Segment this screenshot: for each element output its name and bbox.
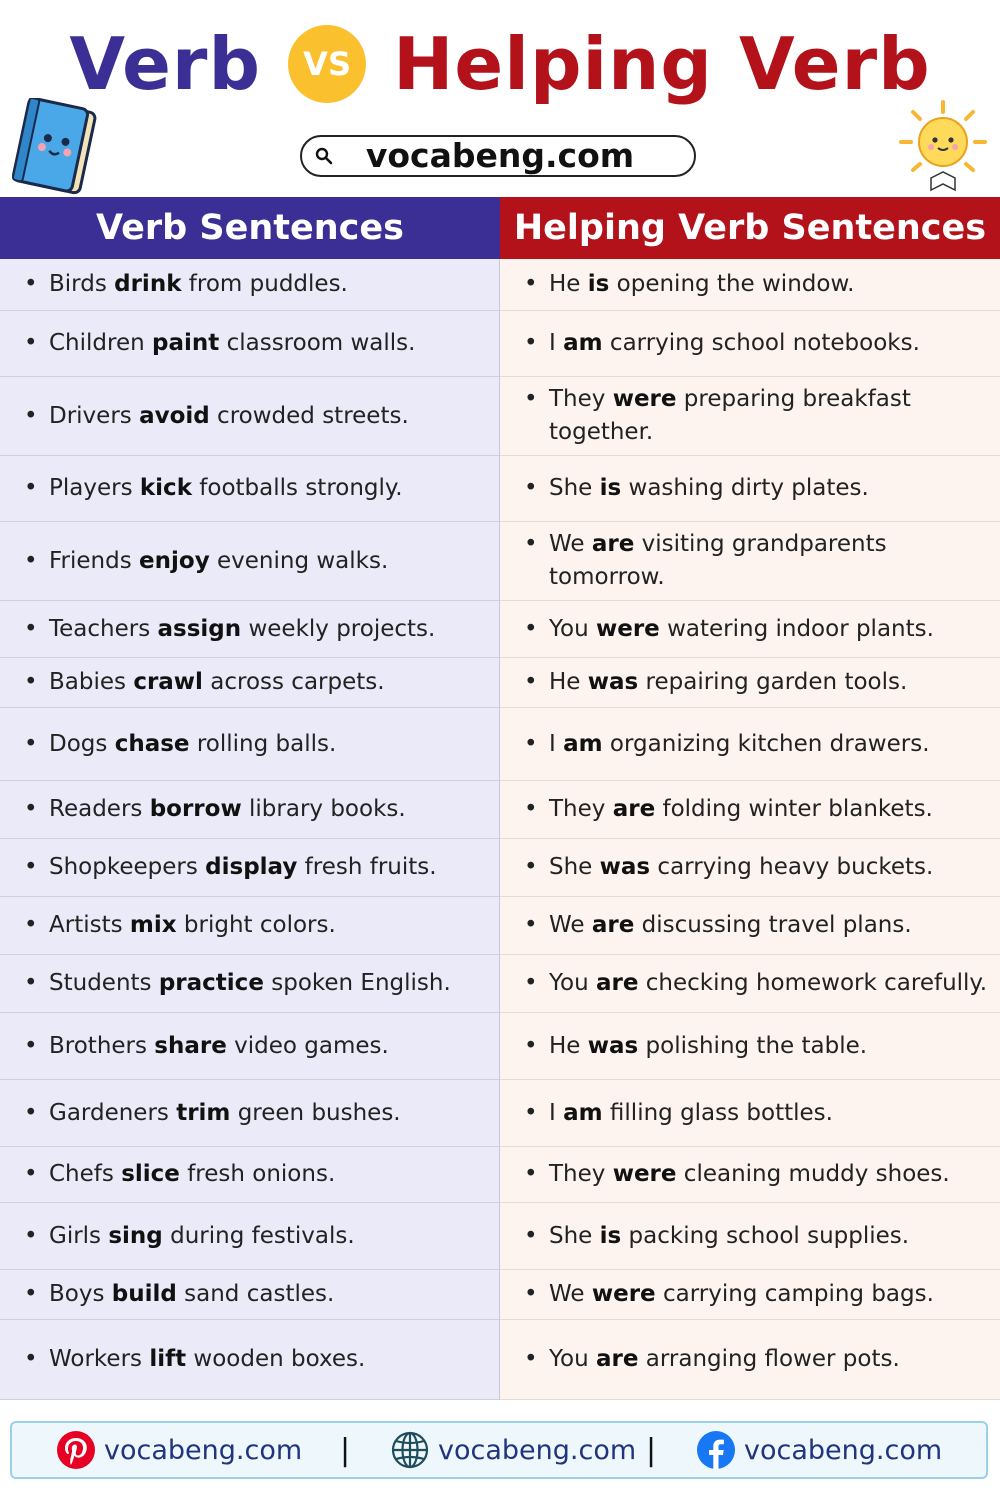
bullet-dot: • — [24, 1161, 38, 1187]
sentence-subject: Chefs — [49, 1161, 122, 1187]
sentence-text — [49, 851, 437, 884]
helping-verb: was — [587, 669, 639, 695]
sentence-subject: She — [549, 854, 600, 880]
sentence-subject: You — [549, 1346, 596, 1372]
sentence-rest: video games. — [226, 1032, 389, 1059]
bullet-dot: • — [524, 669, 538, 695]
sentence-text — [49, 268, 348, 301]
table-header — [0, 197, 1000, 259]
sentence-text — [549, 1278, 934, 1311]
sentence-subject: She — [549, 475, 600, 501]
helping-verb-sentence-cell — [500, 897, 1000, 955]
sentence-subject: Gardeners — [49, 1099, 177, 1126]
bullet-item — [24, 545, 388, 578]
sentence-subject: We — [549, 1281, 592, 1307]
bullet-item — [524, 666, 907, 699]
sentence-rest: polishing the table. — [638, 1032, 868, 1059]
helping-verb-sentence-cell — [500, 658, 1000, 708]
bullet-item — [524, 1158, 950, 1191]
sentence-rest: carrying heavy buckets. — [650, 854, 934, 880]
sentence-rest: evening walks. — [209, 547, 389, 574]
helping-verb: are — [595, 970, 639, 996]
sentence-subject: They — [549, 796, 613, 822]
table-row — [0, 311, 1000, 377]
sentence-rest: washing dirty plates. — [621, 475, 869, 501]
bullet-dot: • — [524, 1346, 538, 1372]
sentence-text — [549, 383, 988, 449]
bullet-item — [524, 1343, 900, 1376]
helping-verb: were — [591, 1281, 656, 1307]
sentence-text — [49, 793, 406, 826]
footer-social-bar — [10, 1421, 988, 1479]
bullet-dot: • — [24, 796, 38, 822]
sentence-subject: Players — [49, 475, 140, 501]
page-header — [0, 0, 1000, 196]
bullet-item — [24, 1097, 401, 1130]
sentence-text — [549, 1030, 867, 1063]
facebook-label: vocabeng.com — [744, 1434, 943, 1466]
pinterest-label: vocabeng.com — [104, 1434, 303, 1466]
sentence-subject: I — [549, 730, 564, 757]
bullet-dot: • — [524, 1032, 538, 1059]
sentence-rest: from puddles. — [181, 271, 348, 297]
sentence-text — [49, 1343, 365, 1376]
helping-verb: were — [595, 615, 660, 642]
helping-verb: are — [612, 796, 656, 822]
bullet-dot: • — [524, 1222, 538, 1249]
sentence-text — [49, 1097, 401, 1130]
bullet-item — [24, 1220, 355, 1253]
bullet-item — [524, 327, 920, 360]
sentence-subject: We — [549, 912, 592, 938]
sentence-subject: You — [549, 615, 596, 642]
bullet-item — [24, 327, 415, 360]
sentence-text — [549, 967, 987, 1000]
globe-icon — [390, 1430, 430, 1470]
sentence-rest: discussing travel plans. — [634, 912, 912, 938]
sentence-text — [549, 666, 907, 699]
sentence-rest: packing school supplies. — [621, 1222, 910, 1249]
bullet-dot: • — [24, 854, 38, 880]
helping-verb-sentence-cell — [500, 781, 1000, 839]
table-row — [0, 259, 1000, 311]
bullet-item — [24, 1030, 389, 1063]
sentence-subject: We — [549, 531, 592, 557]
sentence-rest: carrying camping bags. — [655, 1281, 934, 1307]
helping-verb-sentence-cell — [500, 1013, 1000, 1080]
table-row — [0, 1203, 1000, 1270]
bullet-item — [24, 613, 435, 646]
sentence-rest: organizing kitchen drawers. — [602, 730, 930, 757]
bullet-item — [524, 793, 933, 826]
table-row — [0, 955, 1000, 1013]
bullet-dot: • — [24, 1222, 38, 1249]
sentence-text — [49, 1278, 334, 1311]
sentence-rest: spoken English. — [263, 970, 451, 996]
sentence-subject: Friends — [49, 547, 140, 574]
bullet-dot: • — [524, 1099, 538, 1126]
footer-separator: | — [340, 1433, 351, 1468]
sentence-subject: Readers — [49, 796, 150, 822]
helping-verb-sentence-cell — [500, 456, 1000, 522]
bullet-item — [24, 793, 406, 826]
main-verb: paint — [152, 330, 220, 356]
bullet-dot: • — [24, 330, 38, 356]
verb-sentence-cell — [0, 708, 500, 781]
sentence-subject: Dogs — [49, 730, 115, 757]
title-verb: Verb — [69, 22, 261, 106]
sentence-text — [49, 1030, 389, 1063]
table-row — [0, 377, 1000, 456]
sentence-subject: Birds — [49, 271, 115, 297]
sentence-text — [549, 793, 933, 826]
main-verb: slice — [121, 1161, 180, 1187]
bullet-dot: • — [24, 615, 38, 642]
sentence-text — [49, 1158, 335, 1191]
helping-verb-sentence-cell — [500, 311, 1000, 377]
helping-verb: was — [599, 854, 651, 880]
sentence-text — [49, 472, 403, 505]
bullet-item — [24, 728, 336, 761]
bullet-item — [524, 528, 988, 594]
main-verb: avoid — [139, 402, 210, 429]
sentence-subject: You — [549, 970, 596, 996]
sentence-rest: library books. — [241, 796, 406, 822]
book-mascot-icon — [6, 98, 106, 198]
helping-verb-sentence-cell — [500, 1203, 1000, 1270]
verb-sentence-cell — [0, 259, 500, 311]
helping-verb: is — [599, 475, 622, 501]
sentence-text — [549, 728, 930, 761]
bullet-dot: • — [24, 669, 38, 695]
bullet-dot: • — [24, 271, 38, 297]
bullet-item — [524, 1220, 909, 1253]
helping-verb-sentence-cell — [500, 1270, 1000, 1320]
sentence-subject: Artists — [49, 912, 130, 938]
bullet-dot: • — [524, 730, 538, 757]
bullet-item — [524, 909, 912, 942]
helping-verb-sentence-cell — [500, 1147, 1000, 1203]
main-verb: assign — [157, 615, 242, 642]
bullet-item — [524, 967, 987, 1000]
sentence-rest: across carpets. — [202, 669, 385, 695]
helping-verb: am — [563, 330, 603, 356]
main-verb: mix — [129, 912, 177, 938]
verb-sentence-cell — [0, 456, 500, 522]
sentence-subject: She — [549, 1222, 600, 1249]
bullet-item — [524, 728, 930, 761]
bullet-item — [524, 613, 934, 646]
sentence-subject: Boys — [49, 1281, 112, 1307]
sentence-text — [49, 909, 336, 942]
verb-sentence-cell — [0, 1320, 500, 1400]
sentence-rest: cleaning muddy shoes. — [676, 1161, 950, 1187]
bullet-item — [524, 851, 933, 884]
helping-verb-sentence-cell — [500, 601, 1000, 658]
sentence-text — [49, 1220, 355, 1253]
bullet-item — [524, 472, 869, 505]
verb-sentence-cell — [0, 1270, 500, 1320]
sentence-text — [549, 528, 988, 594]
sentence-rest: fresh fruits. — [297, 854, 437, 880]
bullet-dot: • — [524, 330, 538, 356]
table-row — [0, 1080, 1000, 1147]
bullet-item — [524, 1097, 833, 1130]
sentence-rest: arranging flower pots. — [638, 1346, 900, 1372]
helping-verb: am — [563, 1099, 603, 1126]
table-body — [0, 259, 1000, 1400]
bullet-dot: • — [524, 475, 538, 501]
bullet-dot: • — [24, 730, 38, 757]
sentence-subject: Students — [49, 970, 159, 996]
sentence-text — [49, 545, 388, 578]
helping-verb: are — [591, 531, 635, 557]
bullet-dot: • — [524, 1161, 538, 1187]
facebook-link[interactable] — [696, 1423, 942, 1477]
page-title — [0, 22, 1000, 106]
main-verb: display — [205, 854, 298, 880]
bullet-item — [24, 472, 403, 505]
bullet-item — [24, 1158, 335, 1191]
main-verb: crawl — [133, 669, 203, 695]
sentence-rest: watering indoor plants. — [659, 615, 934, 642]
bullet-item — [24, 268, 348, 301]
sentence-rest: fresh onions. — [179, 1161, 336, 1187]
sentence-rest: carrying school notebooks. — [602, 330, 920, 356]
bullet-dot: • — [24, 402, 38, 429]
verb-sentence-cell — [0, 781, 500, 839]
sentence-text — [549, 1220, 909, 1253]
verb-sentence-cell — [0, 897, 500, 955]
sun-mascot-icon — [893, 98, 993, 198]
bullet-item — [24, 851, 437, 884]
bullet-item — [524, 1030, 867, 1063]
helping-verb-sentence-cell — [500, 955, 1000, 1013]
vs-badge: VS — [288, 25, 366, 103]
sentence-text — [549, 327, 920, 360]
bullet-dot: • — [524, 386, 538, 412]
verb-sentence-cell — [0, 1013, 500, 1080]
site-url: vocabeng.com — [365, 136, 635, 175]
verb-sentence-cell — [0, 955, 500, 1013]
table-row — [0, 1147, 1000, 1203]
bullet-item — [524, 268, 854, 301]
bullet-dot: • — [524, 796, 538, 822]
title-helping-verb: Helping Verb — [393, 22, 931, 106]
sentence-subject: Shopkeepers — [49, 854, 206, 880]
sentence-subject: They — [549, 386, 613, 412]
table-row — [0, 839, 1000, 897]
facebook-icon — [696, 1430, 736, 1470]
sentence-rest: repairing garden tools. — [638, 669, 908, 695]
sentence-rest: sand castles. — [176, 1281, 335, 1307]
sentence-text — [49, 613, 435, 646]
table-row — [0, 456, 1000, 522]
helping-verb: am — [563, 730, 603, 757]
helping-verb-sentence-cell — [500, 708, 1000, 781]
sentence-text — [549, 909, 912, 942]
bullet-dot: • — [524, 854, 538, 880]
verb-sentence-cell — [0, 522, 500, 601]
sentence-subject: Children — [49, 330, 153, 356]
bullet-item — [524, 1278, 934, 1311]
sentence-text — [549, 1158, 950, 1191]
table-row — [0, 601, 1000, 658]
main-verb: share — [154, 1032, 227, 1059]
pinterest-link[interactable] — [56, 1423, 302, 1477]
main-verb: trim — [176, 1099, 231, 1126]
bullet-dot: • — [524, 531, 538, 557]
bullet-dot: • — [24, 912, 38, 938]
helping-verb-sentences-header: Helping Verb Sentences — [500, 197, 1000, 259]
bullet-item — [24, 666, 385, 699]
sentence-rest: green bushes. — [230, 1099, 401, 1126]
sentence-text — [549, 851, 933, 884]
sentence-subject: Teachers — [49, 615, 158, 642]
sentence-subject: He — [549, 669, 588, 695]
sentence-rest: weekly projects. — [241, 615, 436, 642]
helping-verb-sentence-cell — [500, 1320, 1000, 1400]
table-row — [0, 1270, 1000, 1320]
bullet-item — [524, 383, 988, 449]
bullet-item — [24, 967, 451, 1000]
sentence-subject: He — [549, 271, 588, 297]
helping-verb: are — [595, 1346, 639, 1372]
website-link[interactable] — [390, 1423, 636, 1477]
sentence-subject: Workers — [49, 1346, 150, 1372]
sentence-rest: folding winter blankets. — [655, 796, 933, 822]
sentence-subject: Babies — [49, 669, 134, 695]
bullet-dot: • — [524, 970, 538, 996]
sentence-subject: Brothers — [49, 1032, 155, 1059]
bullet-dot: • — [24, 1281, 38, 1307]
bullet-dot: • — [24, 475, 38, 501]
bullet-dot: • — [24, 547, 38, 574]
verb-sentence-cell — [0, 1147, 500, 1203]
sentence-rest: bright colors. — [176, 912, 336, 938]
sentence-text — [49, 967, 451, 1000]
main-verb: chase — [114, 730, 190, 757]
helping-verb: was — [587, 1032, 639, 1059]
main-verb: build — [111, 1281, 177, 1307]
table-row — [0, 781, 1000, 839]
sentence-subject: Drivers — [49, 402, 140, 429]
main-verb: sing — [108, 1222, 163, 1249]
verb-sentences-header: Verb Sentences — [0, 197, 500, 259]
main-verb: lift — [149, 1346, 187, 1372]
bullet-dot: • — [524, 1281, 538, 1307]
helping-verb-sentence-cell — [500, 377, 1000, 456]
bullet-dot: • — [24, 1099, 38, 1126]
main-verb: borrow — [149, 796, 242, 822]
helping-verb-sentence-cell — [500, 1080, 1000, 1147]
sentence-subject: I — [549, 1099, 564, 1126]
helping-verb: were — [612, 386, 677, 412]
helping-verb: is — [599, 1222, 622, 1249]
bullet-dot: • — [24, 970, 38, 996]
sentence-rest: filling glass bottles. — [602, 1099, 833, 1126]
table-row — [0, 1320, 1000, 1400]
verb-sentence-cell — [0, 377, 500, 456]
table-row — [0, 897, 1000, 955]
helping-verb-sentence-cell — [500, 522, 1000, 601]
bullet-dot: • — [524, 912, 538, 938]
footer-separator: | — [646, 1433, 657, 1468]
sentence-text — [549, 1343, 900, 1376]
pinterest-icon — [56, 1430, 96, 1470]
helping-verb: is — [587, 271, 610, 297]
verb-sentence-cell — [0, 658, 500, 708]
site-search-bar — [300, 135, 696, 177]
verb-sentence-cell — [0, 311, 500, 377]
sentence-rest: crowded streets. — [209, 402, 409, 429]
table-row — [0, 658, 1000, 708]
sentence-rest: footballs strongly. — [191, 475, 403, 501]
sentence-rest: checking homework carefully. — [638, 970, 988, 996]
verb-sentence-cell — [0, 839, 500, 897]
website-label: vocabeng.com — [438, 1434, 637, 1466]
bullet-item — [24, 1343, 365, 1376]
sentence-subject: He — [549, 1032, 588, 1059]
bullet-dot: • — [524, 271, 538, 297]
bullet-item — [24, 400, 409, 433]
verb-sentence-cell — [0, 601, 500, 658]
sentence-rest: opening the window. — [609, 271, 855, 297]
main-verb: drink — [114, 271, 182, 297]
sentence-text — [549, 613, 934, 646]
sentence-subject: They — [549, 1161, 613, 1187]
sentence-text — [49, 666, 385, 699]
bullet-item — [24, 909, 336, 942]
helping-verb: were — [612, 1161, 677, 1187]
bullet-dot: • — [24, 1032, 38, 1059]
sentence-rest: during festivals. — [162, 1222, 355, 1249]
helping-verb-sentence-cell — [500, 839, 1000, 897]
main-verb: enjoy — [139, 547, 210, 574]
comparison-table — [0, 197, 1000, 1400]
main-verb: practice — [158, 970, 264, 996]
table-row — [0, 1013, 1000, 1080]
main-verb: kick — [139, 475, 192, 501]
sentence-text — [49, 400, 409, 433]
verb-sentence-cell — [0, 1080, 500, 1147]
sentence-subject: Girls — [49, 1222, 109, 1249]
bullet-dot: • — [524, 615, 538, 642]
sentence-text — [49, 327, 415, 360]
bullet-dot: • — [24, 1346, 38, 1372]
sentence-rest: visiting grandparents tomorrow. — [549, 531, 887, 590]
sentence-subject: I — [549, 330, 564, 356]
helping-verb-sentence-cell — [500, 259, 1000, 311]
sentence-rest: wooden boxes. — [186, 1346, 366, 1372]
verb-sentence-cell — [0, 1203, 500, 1270]
table-row — [0, 522, 1000, 601]
sentence-rest: classroom walls. — [219, 330, 416, 356]
sentence-text — [49, 728, 336, 761]
sentence-text — [549, 472, 869, 505]
table-row — [0, 708, 1000, 781]
bullet-item — [24, 1278, 334, 1311]
sentence-rest: rolling balls. — [189, 730, 337, 757]
sentence-rest: preparing breakfast together. — [549, 386, 911, 445]
sentence-text — [549, 268, 854, 301]
sentence-text — [549, 1097, 833, 1130]
helping-verb: are — [591, 912, 635, 938]
